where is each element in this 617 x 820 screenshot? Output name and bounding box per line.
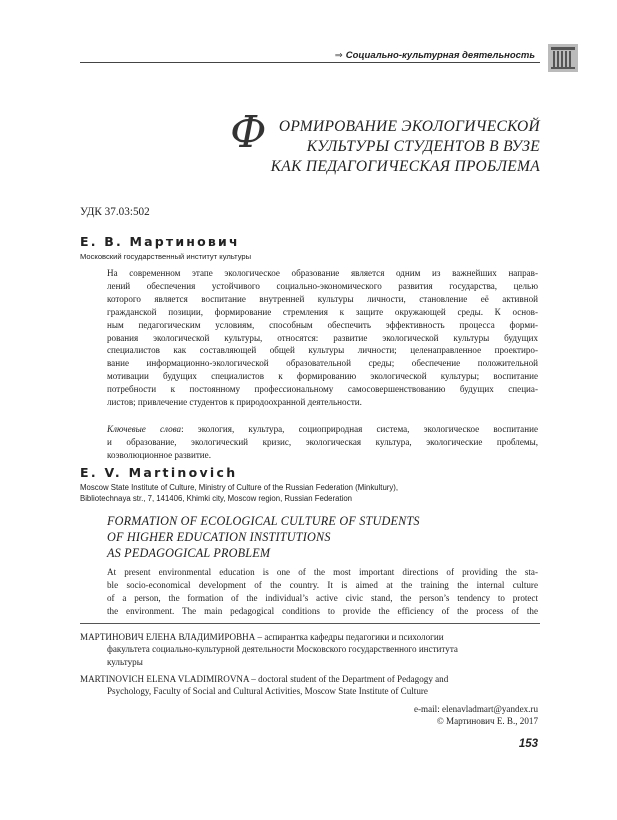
abstract-en-line: of a person, the formation of the individual’s active civic stand, the person’s tendency to protect — [107, 592, 538, 603]
abstract-en — [107, 566, 538, 618]
abstract-line: мотивации будущих специалистов к формированию экологической культуры; воспитание — [107, 371, 538, 382]
abstract-line: потребности к постоянному профессиональному самосовершенствованию будущих специа- — [107, 384, 538, 395]
section-title: Социально-культурная деятельность — [345, 50, 535, 61]
footnote-line: Psychology, Faculty of Social and Cultural Activities, Moscow State Institute of Culture — [107, 686, 428, 697]
footnote-rule — [80, 623, 540, 624]
footnote-line: культуры — [107, 656, 143, 667]
abstract-line: вание информационно-экологической образовательной среды; обеспечение положительной — [107, 358, 538, 369]
title-line: КУЛЬТУРЫ СТУДЕНТОВ В ВУЗЕ — [306, 138, 540, 155]
keywords-line: : экология, культура, социоприродная система, экологическое воспитание — [181, 424, 538, 434]
abstract-line: лений обеспечения устойчивого социально-экономического развития государства, целью — [107, 280, 538, 291]
title-line: ОРМИРОВАНИЕ ЭКОЛОГИЧЕСКОЙ — [278, 118, 540, 135]
abstract-ru — [107, 267, 538, 409]
abstract-en-line: At present environmental education is one of the most important directions of providing the sta- — [107, 567, 538, 577]
footnote-author-ru — [80, 631, 538, 668]
header-rule — [80, 62, 540, 63]
author-name-en: E. V. Martinovich — [80, 465, 238, 480]
footnote-line: факультета социально-культурной деятельности Московского государственного института — [107, 644, 458, 655]
abstract-line: рования экологической культуры, относятся: развитие экологической культуры будущих — [107, 332, 538, 343]
running-header — [300, 50, 535, 61]
keywords-line: коэволюционное развитие. — [107, 449, 211, 460]
abstract-en-line: the environment. The main pedagogical conditions to provide the efficiency of the process of the — [107, 605, 538, 616]
arrow-icon: ⇒ — [334, 50, 343, 61]
udk-code: УДК 37.03:502 — [80, 206, 150, 218]
article-title — [150, 107, 540, 177]
abstract-line: специалистов как составляющей общей культуры личности; целенаправленное проектиро- — [107, 345, 538, 356]
keywords-label: Ключевые слова — [107, 424, 182, 434]
title-en-line: OF HIGHER EDUCATION INSTITUTIONS — [107, 530, 331, 544]
abstract-line: гражданской позиции, формирование стремления к защите окружающей среды. К основ- — [107, 306, 538, 317]
footnote-line: МАРТИНОВИЧ ЕЛЕНА ВЛАДИМИРОВНА – аспирантка кафедры педагогики и психологии — [80, 632, 444, 642]
footnote-line: MARTINOVICH ELENA VLADIMIROVNA – doctoral student of the Department of Pedagogy and — [80, 674, 449, 684]
title-line: КАК ПЕДАГОГИЧЕСКАЯ ПРОБЛЕМА — [270, 158, 540, 175]
affiliation-line: Bibliotechnaya str., 7, 141406, Khimki city, Moscow region, Russian Federation — [80, 493, 353, 503]
footnote-author-en — [80, 673, 538, 698]
column-logo-icon — [548, 44, 578, 72]
author-affiliation-en — [80, 483, 398, 504]
title-dropcap: Ф — [230, 107, 267, 158]
contact-block — [300, 703, 538, 728]
email-text: e-mail: elenavladmart@yandex.ru — [413, 704, 538, 714]
title-en-line: AS PEDAGOGICAL PROBLEM — [107, 546, 271, 560]
keywords-ru — [107, 423, 538, 462]
page-number: 153 — [518, 738, 538, 750]
affiliation-line: Moscow State Institute of Culture, Ministry of Culture of the Russian Federation (Minkultury), — [80, 483, 399, 492]
article-title-en — [107, 513, 420, 561]
abstract-en-line: ble socio-economical development of the country. It is aimed at the training the internal culture — [107, 579, 538, 590]
abstract-line: листов; привлечение студентов к природоохранной деятельности. — [107, 397, 362, 408]
abstract-line: которого является воспитание внутренней культуры личности, становление её активной — [107, 293, 538, 304]
keywords-line: и образование, экологический кризис, экологическая культура, экологические проблемы, — [107, 436, 538, 447]
abstract-line: На современном этапе экологическое образование является одним из важнейших направ- — [107, 268, 538, 278]
copyright-text: © Мартинович Е. В., 2017 — [436, 716, 538, 727]
author-name-ru: Е. В. Мартинович — [80, 234, 240, 249]
abstract-line: ным педагогическим условиям, способным обеспечить эффективность процесса форми- — [107, 319, 538, 330]
title-en-line: FORMATION OF ECOLOGICAL CULTURE OF STUDENTS — [107, 514, 420, 528]
author-affiliation-ru: Московский государственный институт культуры — [80, 252, 252, 261]
